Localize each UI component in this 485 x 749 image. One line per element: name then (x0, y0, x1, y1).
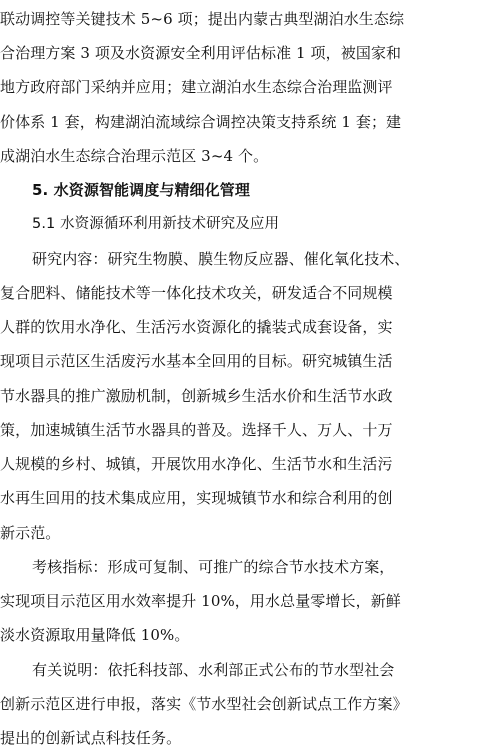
text-line: 提出的创新试点科技任务。 (0, 729, 182, 747)
text-line: 联动调控等关键技术 5~6 项；提出内蒙古典型湖泊水生态综 (0, 10, 405, 28)
section-heading: 5. 水资源智能调度与精细化管理 (32, 181, 250, 199)
text-line: 人群的饮用水净化、生活污水资源化的撬装式成套设备，实 (0, 318, 393, 336)
text-line: 节水器具的推广激励机制，创新城乡生活水价和生活节水政 (0, 387, 393, 405)
text-line: 研究内容：研究生物膜、膜生物反应器、催化氧化技术、 (32, 250, 410, 268)
text-line: 合治理方案 3 项及水资源安全利用评估标准 1 项，被国家和 (0, 44, 402, 62)
text-line: 地方政府部门采纳并应用；建立湖泊水生态综合治理监测评 (0, 78, 393, 96)
text-line: 有关说明：依托科技部、水利部正式公布的节水型社会 (32, 661, 395, 679)
text-line: 现项目示范区生活废污水基本全回用的目标。研究城镇生活 (0, 352, 393, 370)
text-line: 考核指标：形成可复制、可推广的综合节水技术方案， (32, 558, 395, 576)
text-line: 策，加速城镇生活节水器具的普及。选择千人、万人、十万 (0, 421, 393, 439)
text-line: 新示范。 (0, 524, 61, 542)
text-line: 淡水资源取用量降低 10%。 (0, 626, 190, 644)
text-line: 成湖泊水生态综合治理示范区 3~4 个。 (0, 147, 269, 165)
text-line: 价体系 1 套，构建湖泊流域综合调控决策支持系统 1 套；建 (0, 113, 402, 131)
text-line: 创新示范区进行申报，落实《节水型社会创新试点工作方案》 (0, 695, 408, 713)
text-line: 实现项目示范区用水效率提升 10%，用水总量零增长，新鲜 (0, 592, 401, 610)
text-line: 人规模的乡村、城镇，开展饮用水净化、生活节水和生活污 (0, 455, 393, 473)
subsection-heading: 5.1 水资源循环利用新技术研究及应用 (32, 216, 280, 232)
text-line: 复合肥料、储能技术等一体化技术攻关，研发适合不同规模 (0, 284, 393, 302)
text-line: 水再生回用的技术集成应用，实现城镇节水和综合利用的创 (0, 489, 393, 507)
